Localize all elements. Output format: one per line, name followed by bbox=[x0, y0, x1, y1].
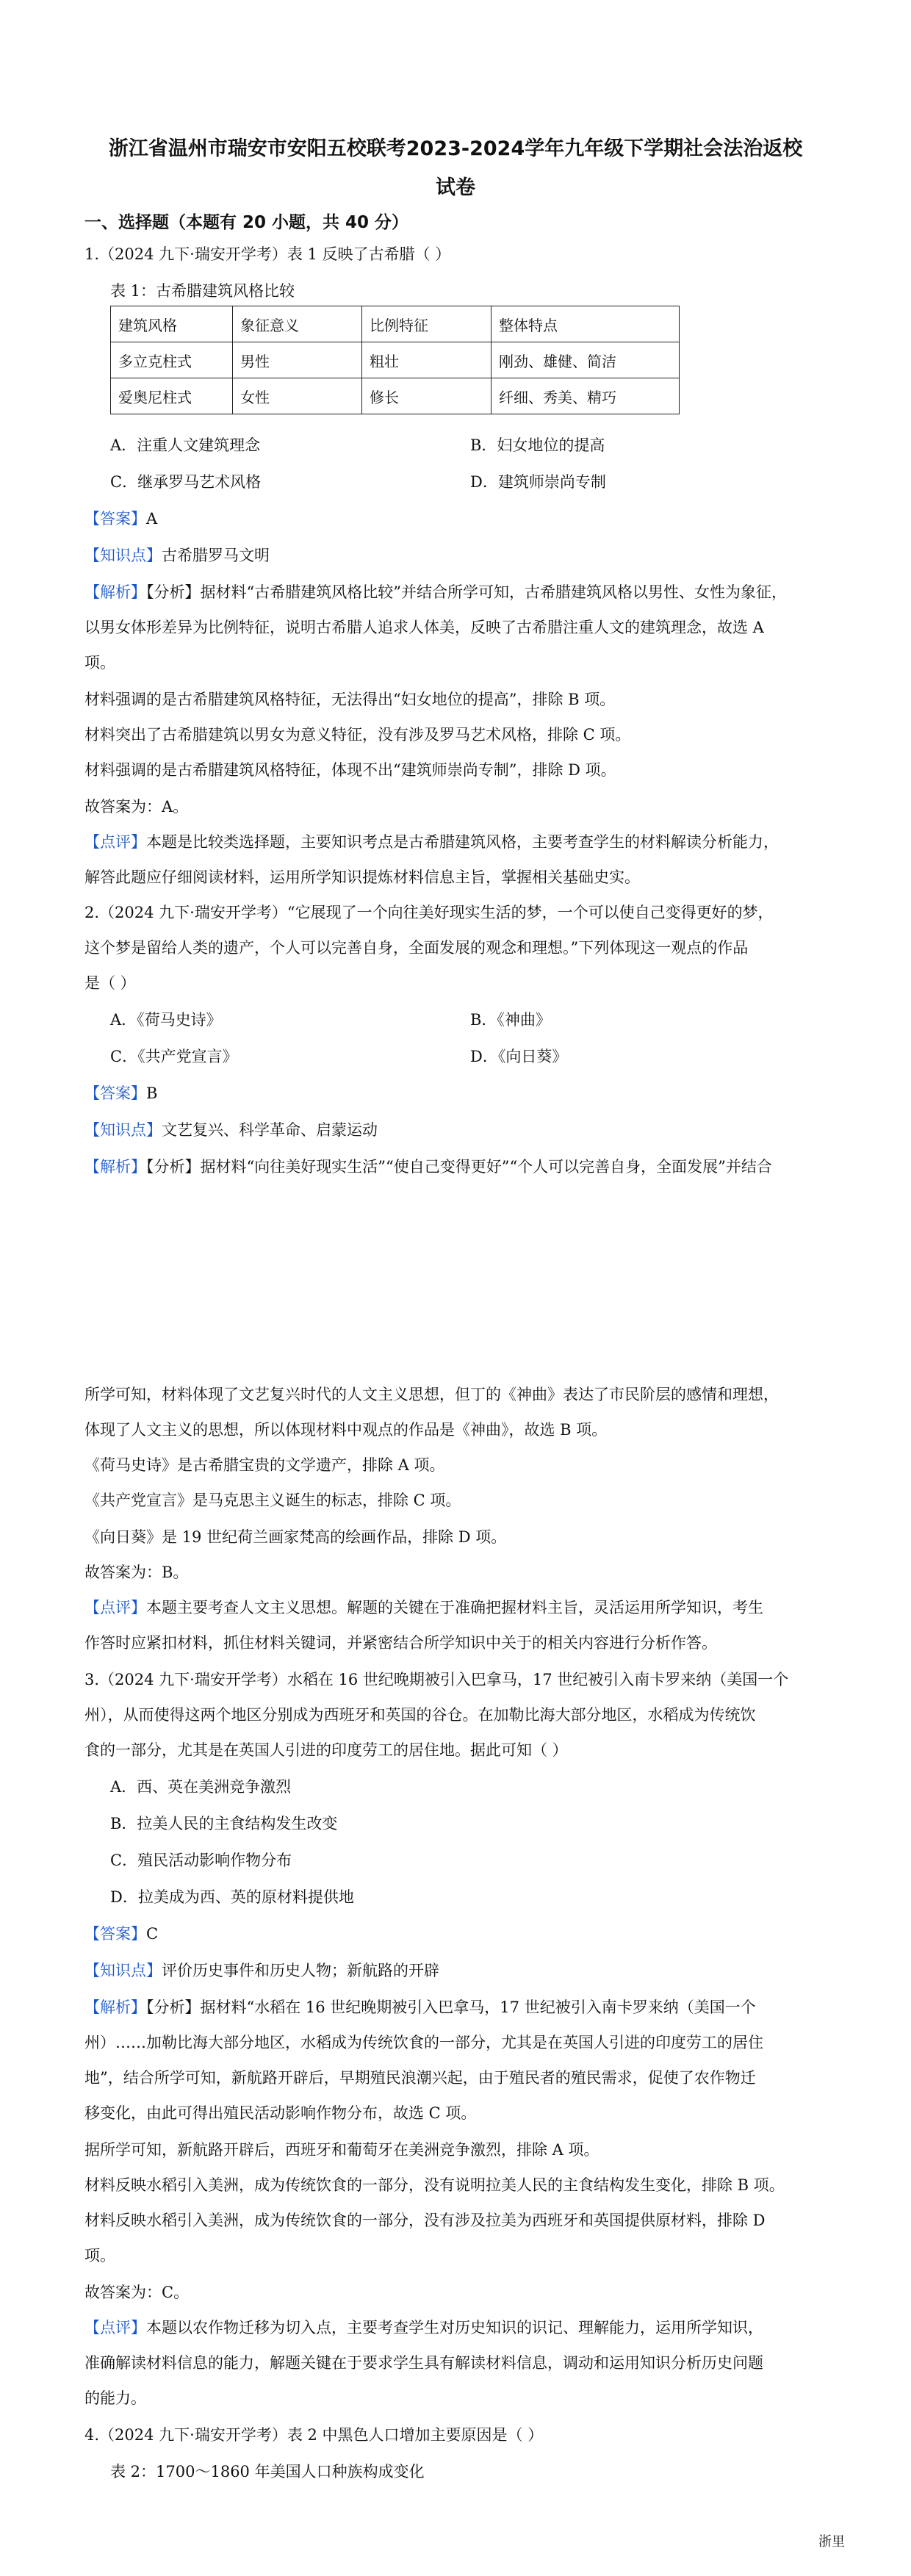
q2-answer bbox=[84, 1082, 157, 1104]
analysis-tag: 【解析】 bbox=[84, 583, 146, 601]
knowledge-tag: 【知识点】 bbox=[84, 1121, 162, 1139]
q2-analysis bbox=[84, 1155, 772, 1177]
q1-table-cell: 修长 bbox=[362, 378, 491, 414]
q3-option-d: D．拉美成为西、英的原材料提供地 bbox=[110, 1888, 354, 1906]
q2-analysis-text: 《共产党宣言》是马克思主义诞生的标志，排除 C 项。 bbox=[84, 1492, 461, 1509]
knowledge-tag: 【知识点】 bbox=[84, 547, 162, 564]
q2-option-d: D．《向日葵》 bbox=[470, 1048, 568, 1065]
knowledge-tag: 【知识点】 bbox=[84, 1962, 162, 1979]
q2-comment bbox=[84, 1596, 763, 1618]
q3-option-b: B．拉美人民的主食结构发生改变 bbox=[110, 1815, 338, 1832]
fenxi-tag: 【分析】 bbox=[146, 583, 201, 601]
q1-analysis-text: 据材料“古希腊建筑风格比较”并结合所学可知，古希腊建筑风格以男性、女性为象征， bbox=[200, 583, 787, 601]
q3-analysis-text: 材料反映水稻引入美洲，成为传统饮食的一部分，没有说明拉美人民的主食结构发生变化，排除 B 项。 bbox=[84, 2176, 785, 2194]
fenxi-tag: 【分析】 bbox=[146, 1158, 201, 1176]
q1-analysis-text: 材料强调的是古希腊建筑风格特征，无法得出“妇女地位的提高”，排除 B 项。 bbox=[84, 691, 616, 708]
q1-analysis bbox=[84, 580, 787, 602]
q2-option-a: A．《荷马史诗》 bbox=[110, 1011, 222, 1029]
q2-analysis-text: 体现了人文主义的思想，所以体现材料中观点的作品是《神曲》，故选 B 项。 bbox=[84, 1421, 608, 1439]
q2-option-b: B．《神曲》 bbox=[470, 1011, 551, 1029]
q3-answer bbox=[84, 1922, 158, 1944]
q1-table-header-cell: 建筑风格 bbox=[111, 306, 233, 342]
q1-option-c: C．继承罗马艺术风格 bbox=[110, 473, 262, 491]
q1-analysis-text: 材料强调的是古希腊建筑风格特征，体现不出“建筑师崇尚专制”，排除 D 项。 bbox=[84, 761, 616, 779]
q3-comment-text: 准确解读材料信息的能力，解题关键在于要求学生具有解读材料信息，调动和运用知识分析历史问题 bbox=[84, 2354, 763, 2372]
page-footer: 浙里 bbox=[818, 2534, 845, 2550]
q1-table-header-row bbox=[111, 306, 680, 342]
q2-knowledge bbox=[84, 1118, 378, 1140]
q3-analysis bbox=[84, 1996, 756, 2018]
q2-analysis-text: 据材料“向往美好现实生活”“使自己变得更好”“个人可以完善自身，全面发展”并结合 bbox=[200, 1158, 772, 1176]
q2-comment-text: 本题主要考查人文主义思想。解题的关键在于准确把握材料主旨，灵活运用所学知识，考生 bbox=[146, 1599, 763, 1616]
q1-table-cell: 多立克柱式 bbox=[111, 342, 233, 378]
q2-answer-value: B bbox=[146, 1084, 158, 1102]
answer-tag: 【答案】 bbox=[84, 1084, 146, 1102]
analysis-tag: 【解析】 bbox=[84, 1998, 146, 2016]
q4-stem: 4.（2024 九下·瑞安开学考）表 2 中黑色人口增加主要原因是（ ） bbox=[84, 2426, 544, 2444]
q3-analysis-text: 州）……加勒比海大部分地区，水稻成为传统饮食的一部分，尤其是在英国人引进的印度劳工的居住 bbox=[84, 2034, 763, 2051]
q3-comment-text: 的能力。 bbox=[84, 2389, 146, 2407]
q1-analysis-text: 以男女体形差异为比例特征，说明古希腊人追求人体美，反映了古希腊注重人文的建筑理念，故选 A bbox=[84, 619, 764, 636]
q3-knowledge bbox=[84, 1959, 439, 1981]
page-title: 浙江省温州市瑞安市安阳五校联考2023-2024学年九年级下学期社会法治返校 bbox=[108, 137, 803, 160]
q3-analysis-text: 地”，结合所学可知，新航路开辟后，早期殖民浪潮兴起，由于殖民者的殖民需求，促使了农作物迁 bbox=[84, 2069, 756, 2087]
q3-option-a: A．西、英在美洲竞争激烈 bbox=[110, 1778, 292, 1796]
q1-comment-text: 本题是比较类选择题，主要知识考点是古希腊建筑风格，主要考查学生的材料解读分析能力， bbox=[146, 833, 779, 851]
q3-analysis-text: 移变化，由此可得出殖民活动影响作物分布，故选 C 项。 bbox=[84, 2104, 477, 2122]
q2-knowledge-value: 文艺复兴、科学革命、启蒙运动 bbox=[162, 1121, 378, 1139]
q3-answer-value: C bbox=[146, 1925, 159, 1943]
q2-stem: 这个梦是留给人类的遗产，个人可以完善自身，全面发展的观念和理想。”下列体现这一观点的作品 bbox=[84, 939, 749, 957]
comment-tag: 【点评】 bbox=[84, 2319, 146, 2336]
q1-knowledge bbox=[84, 544, 270, 566]
q1-option-b: B．妇女地位的提高 bbox=[470, 436, 605, 454]
comment-tag: 【点评】 bbox=[84, 1599, 146, 1616]
q1-table-cell: 男性 bbox=[233, 342, 362, 378]
q2-analysis-text: 所学可知，材料体现了文艺复兴时代的人文主义思想，但丁的《神曲》表达了市民阶层的感情和理想， bbox=[84, 1386, 779, 1403]
q1-stem: 1.（2024 九下·瑞安开学考）表 1 反映了古希腊（ ） bbox=[84, 245, 451, 263]
q1-table-cell: 纤细、秀美、精巧 bbox=[491, 378, 680, 414]
q2-comment-text: 作答时应紧扣材料，抓住材料关键词，并紧密结合所学知识中关于的相关内容进行分析作答。 bbox=[84, 1634, 717, 1652]
q1-table-row bbox=[111, 378, 680, 414]
q1-table-cell: 女性 bbox=[233, 378, 362, 414]
q3-stem: 3.（2024 九下·瑞安开学考）水稻在 16 世纪晚期被引入巴拿马，17 世纪被引入南卡罗来纳（美国一个 bbox=[84, 1671, 789, 1688]
q3-knowledge-value: 评价历史事件和历史人物；新航路的开辟 bbox=[162, 1962, 439, 1979]
q1-table-caption: 表 1：古希腊建筑风格比较 bbox=[110, 282, 295, 300]
q3-analysis-text: 故答案为：C。 bbox=[84, 2284, 190, 2301]
q1-answer-value: A bbox=[146, 510, 158, 528]
q3-analysis-text: 项。 bbox=[84, 2247, 115, 2264]
page-title-continued: 试卷 bbox=[436, 176, 475, 199]
q1-table-header-cell: 比例特征 bbox=[362, 306, 491, 342]
q1-answer bbox=[84, 507, 157, 529]
q1-option-d: D．建筑师崇尚专制 bbox=[470, 473, 606, 491]
q1-table-cell: 爱奥尼柱式 bbox=[111, 378, 233, 414]
q2-option-c: C．《共产党宣言》 bbox=[110, 1048, 238, 1065]
answer-tag: 【答案】 bbox=[84, 1925, 146, 1943]
q1-table-row bbox=[111, 342, 680, 378]
q2-analysis-text: 《向日葵》是 19 世纪荷兰画家梵高的绘画作品，排除 D 项。 bbox=[84, 1528, 507, 1546]
q2-analysis-text: 《荷马史诗》是古希腊宝贵的文学遗产，排除 A 项。 bbox=[84, 1456, 445, 1474]
q3-comment bbox=[84, 2316, 763, 2338]
q1-table-cell: 刚劲、雄健、简洁 bbox=[491, 342, 680, 378]
q2-stem: 2.（2024 九下·瑞安开学考）“它展现了一个向往美好现实生活的梦，一个可以使自己变得更好的梦， bbox=[84, 904, 774, 921]
q1-comment bbox=[84, 830, 779, 852]
q1-analysis-text: 项。 bbox=[84, 654, 115, 672]
q3-comment-text: 本题以农作物迁移为切入点，主要考查学生对历史知识的识记、理解能力，运用所学知识， bbox=[146, 2319, 763, 2336]
q2-stem: 是（ ） bbox=[84, 974, 136, 992]
q1-analysis-text: 故答案为：A。 bbox=[84, 798, 189, 816]
q3-stem: 州），从而使得这两个地区分别成为西班牙和英国的谷仓。在加勒比海大部分地区，水稻成为传统饮 bbox=[84, 1706, 756, 1724]
q1-comment-text: 解答此题应仔细阅读材料，运用所学知识提炼材料信息主旨，掌握相关基础史实。 bbox=[84, 868, 640, 886]
q3-stem: 食的一部分，尤其是在英国人引进的印度劳工的居住地。据此可知（ ） bbox=[84, 1741, 568, 1759]
analysis-tag: 【解析】 bbox=[84, 1158, 146, 1176]
section-heading: 一、选择题（本题有 20 小题，共 40 分） bbox=[84, 213, 409, 232]
answer-tag: 【答案】 bbox=[84, 510, 146, 528]
q1-table-cell: 粗壮 bbox=[362, 342, 491, 378]
q3-option-c: C．殖民活动影响作物分布 bbox=[110, 1852, 292, 1869]
q1-table-header-cell: 整体特点 bbox=[491, 306, 680, 342]
q1-analysis-text: 材料突出了古希腊建筑以男女为意义特征，没有涉及罗马艺术风格，排除 C 项。 bbox=[84, 726, 631, 744]
q3-analysis-text: 材料反映水稻引入美洲，成为传统饮食的一部分，没有涉及拉美为西班牙和英国提供原材料，排除 D bbox=[84, 2212, 766, 2229]
q1-option-a: A．注重人文建筑理念 bbox=[110, 436, 261, 454]
q3-analysis-text: 据材料“水稻在 16 世纪晚期被引入巴拿马，17 世纪被引入南卡罗来纳（美国一个 bbox=[200, 1998, 756, 2016]
q4-table-caption: 表 2：1700～1860 年美国人口种族构成变化 bbox=[110, 2463, 425, 2480]
q1-knowledge-value: 古希腊罗马文明 bbox=[162, 547, 270, 564]
q3-analysis-text: 据所学可知，新航路开辟后，西班牙和葡萄牙在美洲竞争激烈，排除 A 项。 bbox=[84, 2141, 599, 2159]
q1-table-header-cell: 象征意义 bbox=[233, 306, 362, 342]
q1-table bbox=[110, 306, 680, 414]
fenxi-tag: 【分析】 bbox=[146, 1998, 201, 2016]
comment-tag: 【点评】 bbox=[84, 833, 146, 851]
q2-analysis-text: 故答案为：B。 bbox=[84, 1564, 189, 1581]
